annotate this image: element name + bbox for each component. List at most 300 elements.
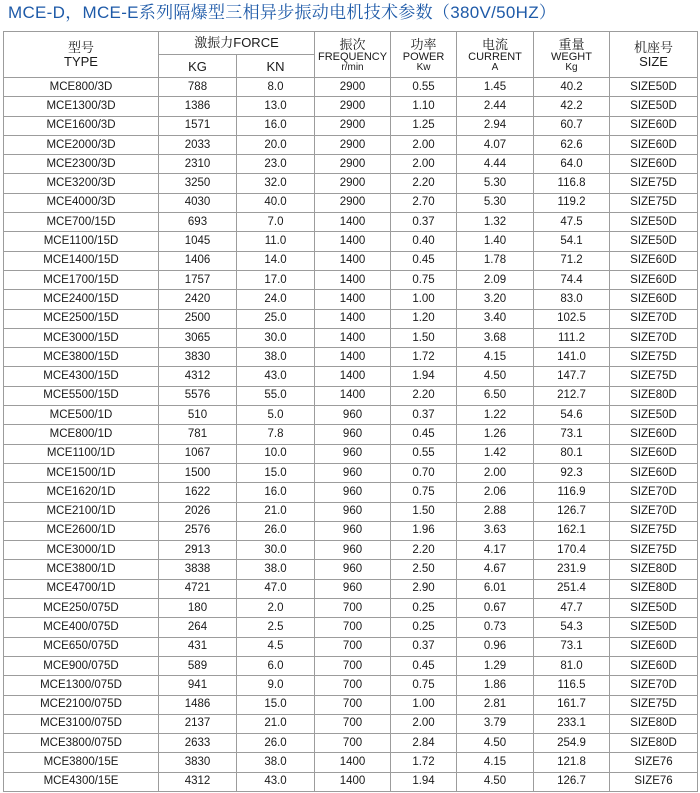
header-force: 激振力FORCE xyxy=(159,32,315,55)
cell-force-kn: 30.0 xyxy=(237,328,315,347)
table-row xyxy=(4,97,698,116)
table-body xyxy=(4,78,698,792)
table-row xyxy=(4,483,698,502)
cell-frequency: 960 xyxy=(315,425,391,444)
cell-type: MCE5500/15D xyxy=(4,386,159,405)
cell-power: 0.40 xyxy=(391,232,457,251)
header-size: 机座号 SIZE xyxy=(610,32,698,78)
cell-force-kg: 2913 xyxy=(159,541,237,560)
cell-power: 1.50 xyxy=(391,328,457,347)
table-row xyxy=(4,541,698,560)
cell-current: 4.44 xyxy=(457,155,534,174)
cell-current: 2.81 xyxy=(457,695,534,714)
cell-force-kg: 589 xyxy=(159,656,237,675)
cell-force-kn: 43.0 xyxy=(237,367,315,386)
cell-power: 0.45 xyxy=(391,425,457,444)
cell-frequency: 960 xyxy=(315,560,391,579)
cell-size: SIZE75D xyxy=(610,174,698,193)
cell-weight: 47.5 xyxy=(534,213,610,232)
cell-power: 0.37 xyxy=(391,213,457,232)
table-row xyxy=(4,116,698,135)
cell-force-kn: 16.0 xyxy=(237,116,315,135)
cell-frequency: 1400 xyxy=(315,290,391,309)
cell-type: MCE700/15D xyxy=(4,213,159,232)
cell-force-kg: 180 xyxy=(159,599,237,618)
cell-weight: 231.9 xyxy=(534,560,610,579)
cell-force-kn: 32.0 xyxy=(237,174,315,193)
cell-size: SIZE70D xyxy=(610,502,698,521)
cell-current: 4.50 xyxy=(457,772,534,791)
cell-frequency: 1400 xyxy=(315,213,391,232)
cell-current: 4.07 xyxy=(457,135,534,154)
cell-frequency: 700 xyxy=(315,695,391,714)
cell-type: MCE500/1D xyxy=(4,406,159,425)
cell-size: SIZE50D xyxy=(610,78,698,97)
table-row xyxy=(4,270,698,289)
cell-current: 1.86 xyxy=(457,676,534,695)
cell-power: 0.25 xyxy=(391,618,457,637)
cell-type: MCE1700/15D xyxy=(4,270,159,289)
cell-power: 1.10 xyxy=(391,97,457,116)
cell-power: 0.45 xyxy=(391,656,457,675)
cell-frequency: 2900 xyxy=(315,193,391,212)
cell-frequency: 1400 xyxy=(315,328,391,347)
cell-weight: 116.8 xyxy=(534,174,610,193)
cell-force-kn: 10.0 xyxy=(237,444,315,463)
cell-weight: 161.7 xyxy=(534,695,610,714)
cell-force-kn: 55.0 xyxy=(237,386,315,405)
cell-frequency: 960 xyxy=(315,483,391,502)
cell-force-kn: 15.0 xyxy=(237,463,315,482)
cell-size: SIZE75D xyxy=(610,521,698,540)
cell-size: SIZE60D xyxy=(610,270,698,289)
table-row xyxy=(4,348,698,367)
cell-size: SIZE50D xyxy=(610,232,698,251)
cell-force-kn: 11.0 xyxy=(237,232,315,251)
cell-type: MCE4300/15D xyxy=(4,367,159,386)
cell-force-kg: 3065 xyxy=(159,328,237,347)
cell-type: MCE3100/075D xyxy=(4,714,159,733)
cell-current: 3.79 xyxy=(457,714,534,733)
cell-current: 0.67 xyxy=(457,599,534,618)
cell-type: MCE3800/15D xyxy=(4,348,159,367)
table-row xyxy=(4,386,698,405)
cell-force-kn: 7.8 xyxy=(237,425,315,444)
cell-force-kg: 3830 xyxy=(159,753,237,772)
header-power: 功率 POWER Kw xyxy=(391,32,457,78)
table-row xyxy=(4,714,698,733)
cell-force-kn: 9.0 xyxy=(237,676,315,695)
cell-current: 1.32 xyxy=(457,213,534,232)
cell-size: SIZE75D xyxy=(610,367,698,386)
cell-force-kg: 510 xyxy=(159,406,237,425)
cell-current: 1.45 xyxy=(457,78,534,97)
cell-force-kg: 431 xyxy=(159,637,237,656)
cell-weight: 121.8 xyxy=(534,753,610,772)
cell-current: 1.29 xyxy=(457,656,534,675)
cell-size: SIZE60D xyxy=(610,656,698,675)
table-row xyxy=(4,309,698,328)
cell-force-kn: 6.0 xyxy=(237,656,315,675)
cell-size: SIZE76 xyxy=(610,772,698,791)
cell-force-kg: 781 xyxy=(159,425,237,444)
cell-power: 2.70 xyxy=(391,193,457,212)
cell-weight: 119.2 xyxy=(534,193,610,212)
table-row xyxy=(4,251,698,270)
cell-current: 5.30 xyxy=(457,193,534,212)
cell-force-kn: 38.0 xyxy=(237,753,315,772)
cell-type: MCE2300/3D xyxy=(4,155,159,174)
cell-force-kn: 17.0 xyxy=(237,270,315,289)
cell-current: 2.06 xyxy=(457,483,534,502)
cell-frequency: 2900 xyxy=(315,97,391,116)
cell-size: SIZE80D xyxy=(610,386,698,405)
cell-force-kg: 693 xyxy=(159,213,237,232)
cell-size: SIZE70D xyxy=(610,676,698,695)
cell-weight: 54.6 xyxy=(534,406,610,425)
cell-force-kg: 1067 xyxy=(159,444,237,463)
cell-type: MCE2100/1D xyxy=(4,502,159,521)
cell-weight: 60.7 xyxy=(534,116,610,135)
table-row xyxy=(4,367,698,386)
table-row xyxy=(4,290,698,309)
cell-force-kn: 2.0 xyxy=(237,599,315,618)
cell-type: MCE2500/15D xyxy=(4,309,159,328)
cell-power: 0.45 xyxy=(391,251,457,270)
cell-power: 1.72 xyxy=(391,753,457,772)
cell-power: 2.00 xyxy=(391,135,457,154)
cell-force-kg: 2026 xyxy=(159,502,237,521)
cell-force-kn: 4.5 xyxy=(237,637,315,656)
cell-power: 2.00 xyxy=(391,155,457,174)
cell-force-kn: 14.0 xyxy=(237,251,315,270)
cell-frequency: 700 xyxy=(315,714,391,733)
table-row xyxy=(4,174,698,193)
cell-weight: 170.4 xyxy=(534,541,610,560)
cell-size: SIZE50D xyxy=(610,406,698,425)
cell-force-kg: 2633 xyxy=(159,734,237,753)
cell-power: 2.50 xyxy=(391,560,457,579)
cell-force-kn: 2.5 xyxy=(237,618,315,637)
cell-force-kg: 1622 xyxy=(159,483,237,502)
cell-weight: 162.1 xyxy=(534,521,610,540)
table-header xyxy=(4,32,698,78)
cell-force-kg: 2420 xyxy=(159,290,237,309)
cell-weight: 80.1 xyxy=(534,444,610,463)
cell-frequency: 1400 xyxy=(315,367,391,386)
cell-current: 5.30 xyxy=(457,174,534,193)
cell-force-kn: 16.0 xyxy=(237,483,315,502)
cell-force-kg: 3250 xyxy=(159,174,237,193)
table-row xyxy=(4,444,698,463)
cell-force-kg: 4030 xyxy=(159,193,237,212)
cell-size: SIZE60D xyxy=(610,444,698,463)
cell-weight: 74.4 xyxy=(534,270,610,289)
table-row xyxy=(4,772,698,791)
cell-type: MCE2400/15D xyxy=(4,290,159,309)
cell-power: 0.75 xyxy=(391,676,457,695)
cell-frequency: 960 xyxy=(315,579,391,598)
cell-size: SIZE60D xyxy=(610,155,698,174)
cell-power: 1.00 xyxy=(391,695,457,714)
cell-force-kn: 38.0 xyxy=(237,348,315,367)
cell-size: SIZE60D xyxy=(610,251,698,270)
cell-frequency: 960 xyxy=(315,521,391,540)
cell-power: 2.20 xyxy=(391,386,457,405)
cell-current: 1.22 xyxy=(457,406,534,425)
cell-current: 2.88 xyxy=(457,502,534,521)
cell-force-kn: 25.0 xyxy=(237,309,315,328)
cell-current: 4.17 xyxy=(457,541,534,560)
cell-frequency: 2900 xyxy=(315,155,391,174)
cell-type: MCE900/075D xyxy=(4,656,159,675)
cell-type: MCE4300/15E xyxy=(4,772,159,791)
cell-size: SIZE75D xyxy=(610,541,698,560)
cell-size: SIZE60D xyxy=(610,290,698,309)
cell-force-kn: 26.0 xyxy=(237,734,315,753)
cell-force-kg: 1571 xyxy=(159,116,237,135)
cell-force-kg: 2576 xyxy=(159,521,237,540)
cell-type: MCE2100/075D xyxy=(4,695,159,714)
cell-weight: 111.2 xyxy=(534,328,610,347)
cell-frequency: 1400 xyxy=(315,232,391,251)
cell-force-kg: 2033 xyxy=(159,135,237,154)
cell-weight: 212.7 xyxy=(534,386,610,405)
cell-type: MCE650/075D xyxy=(4,637,159,656)
cell-power: 1.94 xyxy=(391,772,457,791)
cell-size: SIZE50D xyxy=(610,213,698,232)
cell-type: MCE2000/3D xyxy=(4,135,159,154)
cell-weight: 73.1 xyxy=(534,425,610,444)
cell-force-kn: 7.0 xyxy=(237,213,315,232)
cell-power: 1.50 xyxy=(391,502,457,521)
cell-power: 0.55 xyxy=(391,78,457,97)
cell-size: SIZE70D xyxy=(610,483,698,502)
cell-current: 2.09 xyxy=(457,270,534,289)
cell-force-kn: 21.0 xyxy=(237,714,315,733)
table-row xyxy=(4,425,698,444)
cell-force-kn: 40.0 xyxy=(237,193,315,212)
cell-force-kn: 26.0 xyxy=(237,521,315,540)
cell-force-kg: 788 xyxy=(159,78,237,97)
table-row xyxy=(4,676,698,695)
cell-force-kn: 15.0 xyxy=(237,695,315,714)
cell-frequency: 2900 xyxy=(315,78,391,97)
cell-weight: 251.4 xyxy=(534,579,610,598)
cell-weight: 47.7 xyxy=(534,599,610,618)
table-row xyxy=(4,637,698,656)
cell-power: 1.94 xyxy=(391,367,457,386)
cell-current: 6.01 xyxy=(457,579,534,598)
cell-weight: 116.9 xyxy=(534,483,610,502)
cell-size: SIZE60D xyxy=(610,637,698,656)
cell-frequency: 1400 xyxy=(315,772,391,791)
cell-type: MCE3800/1D xyxy=(4,560,159,579)
cell-frequency: 700 xyxy=(315,656,391,675)
cell-force-kg: 4312 xyxy=(159,772,237,791)
cell-frequency: 1400 xyxy=(315,251,391,270)
cell-frequency: 1400 xyxy=(315,270,391,289)
cell-current: 3.63 xyxy=(457,521,534,540)
cell-type: MCE1620/1D xyxy=(4,483,159,502)
cell-current: 4.50 xyxy=(457,367,534,386)
cell-power: 1.96 xyxy=(391,521,457,540)
cell-weight: 83.0 xyxy=(534,290,610,309)
cell-power: 1.25 xyxy=(391,116,457,135)
table-row xyxy=(4,155,698,174)
cell-size: SIZE80D xyxy=(610,734,698,753)
cell-force-kg: 1500 xyxy=(159,463,237,482)
cell-frequency: 960 xyxy=(315,502,391,521)
table-row xyxy=(4,656,698,675)
table-row xyxy=(4,618,698,637)
cell-force-kn: 24.0 xyxy=(237,290,315,309)
header-type: 型号 TYPE xyxy=(4,32,159,78)
cell-weight: 62.6 xyxy=(534,135,610,154)
cell-current: 3.40 xyxy=(457,309,534,328)
cell-frequency: 700 xyxy=(315,676,391,695)
cell-type: MCE3000/15D xyxy=(4,328,159,347)
cell-power: 2.20 xyxy=(391,174,457,193)
cell-weight: 141.0 xyxy=(534,348,610,367)
cell-power: 0.75 xyxy=(391,483,457,502)
cell-frequency: 1400 xyxy=(315,348,391,367)
cell-current: 4.50 xyxy=(457,734,534,753)
cell-force-kn: 30.0 xyxy=(237,541,315,560)
table-row xyxy=(4,502,698,521)
table-row xyxy=(4,213,698,232)
cell-force-kg: 1386 xyxy=(159,97,237,116)
cell-frequency: 960 xyxy=(315,406,391,425)
cell-type: MCE1300/3D xyxy=(4,97,159,116)
table-row xyxy=(4,521,698,540)
cell-force-kg: 1045 xyxy=(159,232,237,251)
table-row xyxy=(4,406,698,425)
cell-size: SIZE60D xyxy=(610,116,698,135)
cell-power: 0.25 xyxy=(391,599,457,618)
header-weight: 重量 WEGHT Kg xyxy=(534,32,610,78)
cell-size: SIZE60D xyxy=(610,425,698,444)
cell-type: MCE4000/3D xyxy=(4,193,159,212)
cell-weight: 116.5 xyxy=(534,676,610,695)
cell-type: MCE800/3D xyxy=(4,78,159,97)
table-row xyxy=(4,753,698,772)
cell-force-kg: 4312 xyxy=(159,367,237,386)
cell-type: MCE3800/075D xyxy=(4,734,159,753)
cell-power: 2.90 xyxy=(391,579,457,598)
cell-force-kg: 3830 xyxy=(159,348,237,367)
table-row xyxy=(4,78,698,97)
table-row xyxy=(4,135,698,154)
cell-weight: 64.0 xyxy=(534,155,610,174)
cell-type: MCE1300/075D xyxy=(4,676,159,695)
cell-type: MCE400/075D xyxy=(4,618,159,637)
cell-size: SIZE70D xyxy=(610,328,698,347)
table-row xyxy=(4,560,698,579)
cell-power: 2.00 xyxy=(391,714,457,733)
cell-type: MCE250/075D xyxy=(4,599,159,618)
table-row xyxy=(4,328,698,347)
table-row xyxy=(4,695,698,714)
table-row xyxy=(4,579,698,598)
spec-table xyxy=(3,31,698,792)
cell-weight: 81.0 xyxy=(534,656,610,675)
cell-force-kg: 1486 xyxy=(159,695,237,714)
header-current: 电流 CURRENT A xyxy=(457,32,534,78)
cell-force-kn: 8.0 xyxy=(237,78,315,97)
cell-power: 2.20 xyxy=(391,541,457,560)
cell-size: SIZE80D xyxy=(610,579,698,598)
cell-power: 1.72 xyxy=(391,348,457,367)
cell-weight: 54.3 xyxy=(534,618,610,637)
cell-frequency: 700 xyxy=(315,734,391,753)
cell-weight: 233.1 xyxy=(534,714,610,733)
cell-force-kg: 5576 xyxy=(159,386,237,405)
document-title: MCE-D，MCE-E系列隔爆型三相异步振动电机技术参数（380V/50HZ） xyxy=(8,3,557,22)
cell-type: MCE1500/1D xyxy=(4,463,159,482)
cell-size: SIZE75D xyxy=(610,348,698,367)
cell-force-kg: 2310 xyxy=(159,155,237,174)
header-frequency: 振次 FREQUENCY r/min xyxy=(315,32,391,78)
cell-current: 3.20 xyxy=(457,290,534,309)
cell-size: SIZE75D xyxy=(610,695,698,714)
cell-force-kg: 3838 xyxy=(159,560,237,579)
cell-power: 0.70 xyxy=(391,463,457,482)
cell-frequency: 700 xyxy=(315,618,391,637)
header-kn: KN xyxy=(237,55,315,78)
cell-frequency: 960 xyxy=(315,541,391,560)
cell-weight: 102.5 xyxy=(534,309,610,328)
cell-size: SIZE80D xyxy=(610,560,698,579)
table-row xyxy=(4,193,698,212)
cell-weight: 54.1 xyxy=(534,232,610,251)
cell-force-kn: 47.0 xyxy=(237,579,315,598)
cell-frequency: 960 xyxy=(315,444,391,463)
cell-size: SIZE76 xyxy=(610,753,698,772)
cell-weight: 73.1 xyxy=(534,637,610,656)
cell-power: 1.20 xyxy=(391,309,457,328)
cell-frequency: 1400 xyxy=(315,753,391,772)
cell-current: 1.78 xyxy=(457,251,534,270)
cell-force-kg: 2137 xyxy=(159,714,237,733)
cell-weight: 254.9 xyxy=(534,734,610,753)
cell-current: 4.67 xyxy=(457,560,534,579)
cell-weight: 42.2 xyxy=(534,97,610,116)
cell-frequency: 1400 xyxy=(315,309,391,328)
cell-force-kn: 20.0 xyxy=(237,135,315,154)
cell-type: MCE3200/3D xyxy=(4,174,159,193)
cell-size: SIZE60D xyxy=(610,463,698,482)
cell-current: 4.15 xyxy=(457,348,534,367)
cell-current: 0.73 xyxy=(457,618,534,637)
cell-weight: 92.3 xyxy=(534,463,610,482)
cell-current: 4.15 xyxy=(457,753,534,772)
cell-type: MCE1100/15D xyxy=(4,232,159,251)
cell-size: SIZE50D xyxy=(610,97,698,116)
cell-power: 2.84 xyxy=(391,734,457,753)
cell-force-kn: 38.0 xyxy=(237,560,315,579)
cell-size: SIZE80D xyxy=(610,714,698,733)
cell-frequency: 2900 xyxy=(315,135,391,154)
cell-size: SIZE50D xyxy=(610,618,698,637)
cell-weight: 126.7 xyxy=(534,502,610,521)
cell-force-kn: 21.0 xyxy=(237,502,315,521)
cell-current: 1.26 xyxy=(457,425,534,444)
cell-current: 0.96 xyxy=(457,637,534,656)
table-row xyxy=(4,232,698,251)
cell-power: 0.37 xyxy=(391,637,457,656)
cell-type: MCE2600/1D xyxy=(4,521,159,540)
